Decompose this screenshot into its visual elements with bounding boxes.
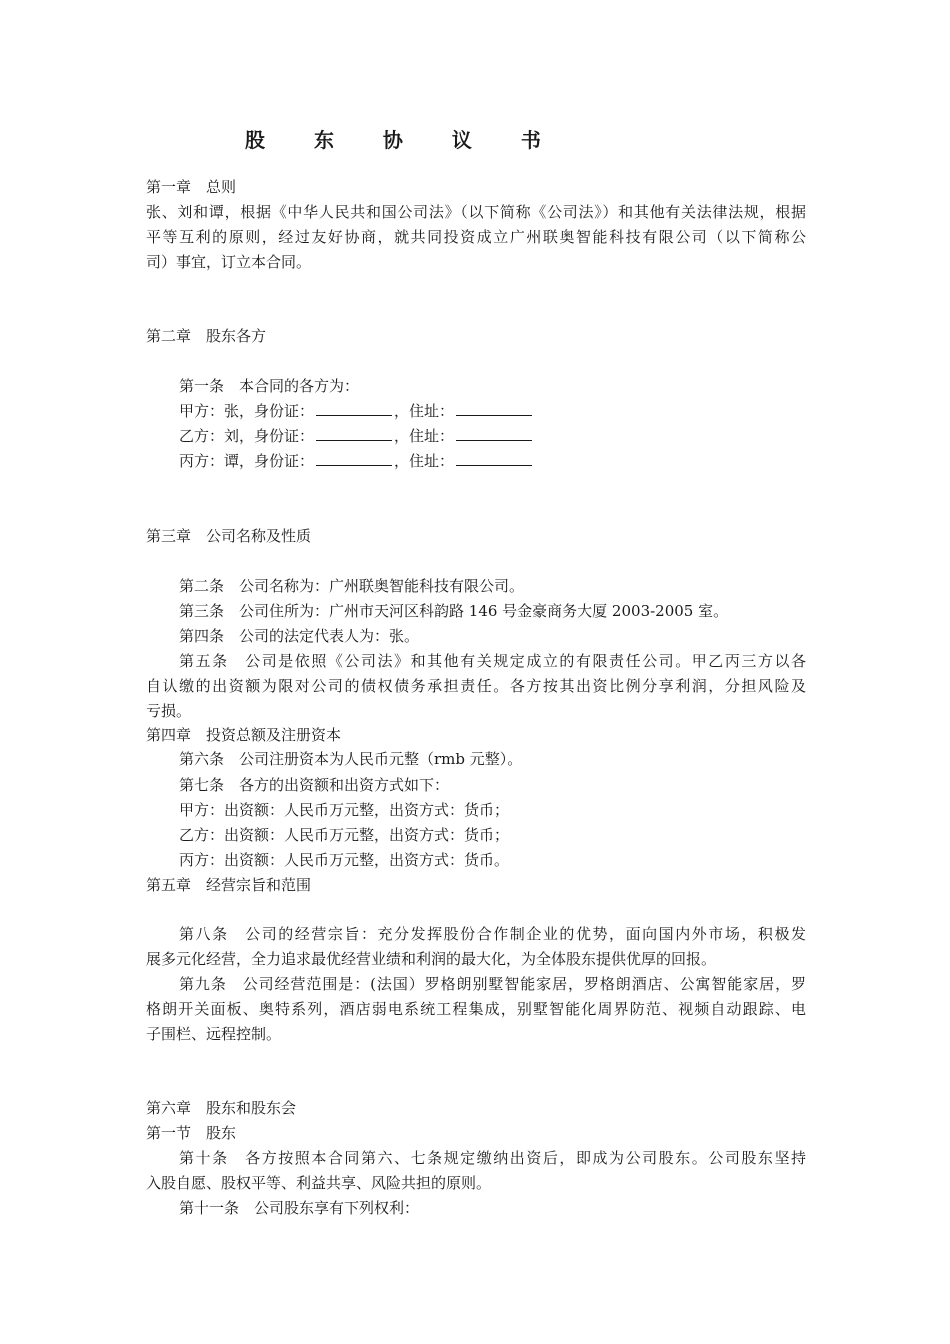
party-a-id-blank — [316, 400, 392, 416]
chapter-4-heading: 第四章 投资总额及注册资本 — [146, 726, 342, 744]
article-9-line: 子围栏、远程控制。 — [146, 1025, 282, 1043]
article-9-line: 第九条 公司经营范围是：(法国）罗格朗别墅智能家居，罗格朗酒店、公寓智能家居，罗 — [179, 975, 806, 993]
article-10-line: 入股自愿、股权平等、利益共享、风险共担的原则。 — [146, 1174, 492, 1192]
article-10-line: 第十条 各方按照本合同第六、七条规定缴纳出资后，即成为公司股东。公司股东坚持 — [179, 1149, 806, 1167]
article-8-line: 第八条 公司的经营宗旨：充分发挥股份合作制企业的优势，面向国内外市场，积极发 — [179, 925, 806, 943]
article-5-line: 自认缴的出资额为限对公司的债权债务承担责任。各方按其出资比例分享利润，分担风险及 — [146, 677, 806, 695]
article-4: 第四条 公司的法定代表人为：张。 — [179, 627, 420, 645]
party-c-label: 丙方：谭，身份证： — [179, 452, 315, 470]
section-1-heading: 第一节 股东 — [146, 1124, 237, 1142]
chapter-2-heading: 第二章 股东各方 — [146, 327, 267, 345]
document-title: 股 东 协 议 书 — [245, 128, 562, 152]
chapter-6-heading: 第六章 股东和股东会 — [146, 1099, 297, 1117]
party-a-address-blank — [456, 400, 532, 416]
chapter-1-paragraph-line: 司）事宜，订立本合同。 — [146, 253, 312, 271]
address-label: ，住址： — [394, 427, 455, 445]
party-a-contribution: 甲方：出资额：人民币万元整，出资方式：货币； — [179, 801, 510, 819]
party-c-id-blank — [316, 450, 392, 466]
article-11: 第十一条 公司股东享有下列权利： — [179, 1199, 420, 1217]
chapter-3-heading: 第三章 公司名称及性质 — [146, 527, 312, 545]
party-a-label: 甲方：张，身份证： — [179, 402, 315, 420]
party-b-id-blank — [316, 425, 392, 441]
chapter-1-paragraph-line: 张、刘和谭，根据《中华人民共和国公司法》（以下简称《公司法》）和其他有关法律法规，根据 — [146, 203, 806, 221]
chapter-5-heading: 第五章 经营宗旨和范围 — [146, 876, 312, 894]
chapter-1-heading: 第一章 总则 — [146, 178, 237, 196]
article-3: 第三条 公司住所为：广州市天河区科韵路 146 号金豪商务大厦 2003-2005 室。 — [179, 602, 729, 620]
party-b-label: 乙方：刘，身份证： — [179, 427, 315, 445]
article-5-line: 亏损。 — [146, 702, 192, 720]
chapter-1-paragraph-line: 平等互利的原则，经过友好协商，就共同投资成立广州联奥智能科技有限公司（以下简称公 — [146, 228, 806, 246]
address-label: ，住址： — [394, 452, 455, 470]
article-5-line: 第五条 公司是依照《公司法》和其他有关规定成立的有限责任公司。甲乙丙三方以各 — [179, 652, 806, 670]
party-c-line — [179, 449, 534, 473]
article-6: 第六条 公司注册资本为人民币元整（rmb 元整）。 — [179, 750, 523, 768]
address-label: ，住址： — [394, 402, 455, 420]
party-c-contribution: 丙方：出资额：人民币万元整，出资方式：货币。 — [179, 851, 510, 869]
party-b-line — [179, 424, 534, 448]
article-2: 第二条 公司名称为：广州联奥智能科技有限公司。 — [179, 577, 525, 595]
article-1: 第一条 本合同的各方为： — [179, 377, 360, 395]
party-a-line — [179, 399, 534, 423]
party-b-contribution: 乙方：出资额：人民币万元整，出资方式：货币； — [179, 826, 510, 844]
party-c-address-blank — [456, 450, 532, 466]
article-7: 第七条 各方的出资额和出资方式如下： — [179, 776, 450, 794]
party-b-address-blank — [456, 425, 532, 441]
article-9-line: 格朗开关面板、奥特系列，酒店弱电系统工程集成，别墅智能化周界防范、视频自动跟踪、电 — [146, 1000, 806, 1018]
article-8-line: 展多元化经营，全力追求最优经营业绩和利润的最大化，为全体股东提供优厚的回报。 — [146, 950, 717, 968]
